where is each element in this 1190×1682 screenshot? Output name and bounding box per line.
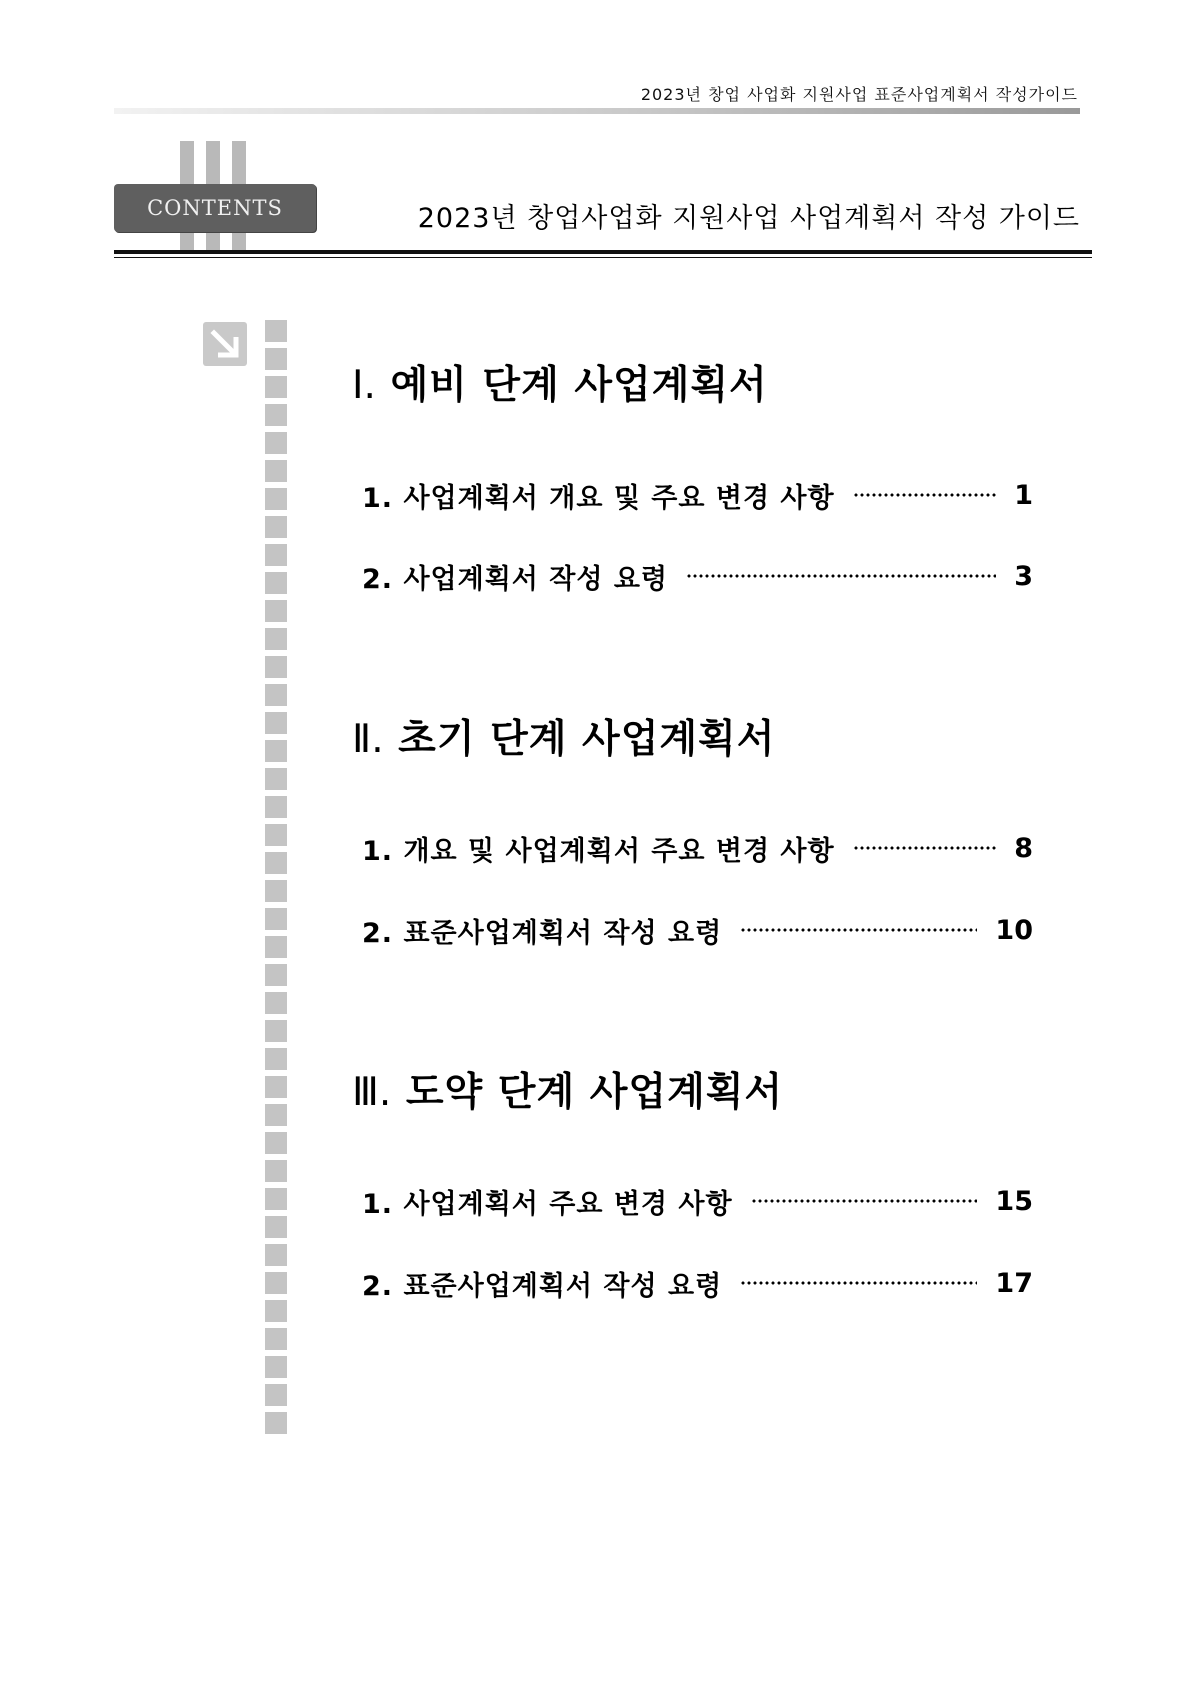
section-title: 예비 단계 사업계획서 — [390, 363, 768, 408]
dot-leader — [751, 1199, 978, 1203]
decorative-square — [265, 628, 287, 650]
decorative-square — [265, 488, 287, 510]
dot-leader — [853, 846, 997, 850]
dot-leader — [853, 493, 997, 497]
decorative-square — [265, 1020, 287, 1042]
contents-badge: CONTENTS — [114, 184, 316, 232]
header-gradient-rule — [114, 108, 1080, 114]
decorative-square — [265, 572, 287, 594]
decorative-square — [265, 992, 287, 1014]
toc-page-number: 8 — [1014, 832, 1033, 864]
decorative-square — [265, 1048, 287, 1070]
decorative-square — [265, 1300, 287, 1322]
decorative-square — [265, 320, 287, 342]
toc-page-number: 15 — [995, 1185, 1033, 1217]
decorative-square — [265, 936, 287, 958]
decorative-square — [265, 432, 287, 454]
toc-entry[interactable] — [362, 829, 1033, 867]
decorative-square — [265, 684, 287, 706]
title-rule — [114, 250, 1092, 254]
decorative-square — [265, 460, 287, 482]
toc-entry[interactable] — [362, 911, 1033, 949]
decorative-square — [265, 1412, 287, 1434]
section-title: 초기 단계 사업계획서 — [398, 717, 776, 762]
section-numeral: Ⅲ. — [352, 1070, 392, 1115]
decorative-square — [265, 712, 287, 734]
section-title: 도약 단계 사업계획서 — [405, 1070, 784, 1115]
decorative-square — [265, 600, 287, 622]
section-heading-3 — [352, 1061, 783, 1117]
title-rule-thin — [114, 257, 1092, 258]
section-numeral: Ⅱ. — [352, 717, 384, 762]
toc-page-number: 3 — [1014, 560, 1033, 592]
toc-entry-label: 2. 사업계획서 작성 요령 — [362, 563, 668, 595]
decorative-square — [265, 656, 287, 678]
toc-entry-label: 1. 사업계획서 개요 및 주요 변경 사항 — [362, 482, 835, 514]
decorative-square — [265, 908, 287, 930]
decorative-square — [265, 376, 287, 398]
toc-entry[interactable] — [362, 1182, 1033, 1220]
decorative-square — [265, 796, 287, 818]
decorative-square — [265, 852, 287, 874]
decorative-square — [265, 1104, 287, 1126]
decorative-square — [265, 768, 287, 790]
toc-page-number: 10 — [995, 914, 1033, 946]
decorative-square — [265, 544, 287, 566]
decorative-square — [265, 1356, 287, 1378]
decorative-square — [265, 516, 287, 538]
arrow-down-right-icon — [203, 322, 247, 366]
decorative-square — [265, 964, 287, 986]
toc-page-number: 17 — [995, 1267, 1033, 1299]
decorative-square-column — [265, 320, 287, 1440]
decorative-square — [265, 1384, 287, 1406]
toc-entry-label: 2. 표준사업계획서 작성 요령 — [362, 917, 723, 949]
decorative-square — [265, 1244, 287, 1266]
decorative-square — [265, 404, 287, 426]
dot-leader — [740, 928, 977, 932]
section-heading-1 — [352, 354, 768, 410]
document-title: 2023년 창업사업화 지원사업 사업계획서 작성 가이드 — [417, 203, 1080, 234]
decorative-square — [265, 1328, 287, 1350]
decorative-square — [265, 880, 287, 902]
toc-page-number: 1 — [1014, 479, 1033, 511]
toc-entry[interactable] — [362, 476, 1033, 514]
toc-entry[interactable] — [362, 557, 1033, 595]
running-header: 2023년 창업 사업화 지원사업 표준사업계획서 작성가이드 — [640, 85, 1078, 104]
decorative-square — [265, 740, 287, 762]
toc-entry[interactable] — [362, 1264, 1033, 1302]
section-heading-2 — [352, 708, 775, 764]
dot-leader — [686, 574, 996, 578]
decorative-square — [265, 1272, 287, 1294]
section-numeral: Ⅰ. — [352, 363, 376, 408]
toc-entry-label: 1. 사업계획서 주요 변경 사항 — [362, 1188, 733, 1220]
dot-leader — [740, 1281, 977, 1285]
decorative-square — [265, 1216, 287, 1238]
decorative-square — [265, 824, 287, 846]
toc-entry-label: 2. 표준사업계획서 작성 요령 — [362, 1270, 723, 1302]
decorative-square — [265, 1076, 287, 1098]
decorative-square — [265, 1132, 287, 1154]
toc-entry-label: 1. 개요 및 사업계획서 주요 변경 사항 — [362, 835, 835, 867]
decorative-square — [265, 1188, 287, 1210]
decorative-square — [265, 1160, 287, 1182]
decorative-square — [265, 348, 287, 370]
